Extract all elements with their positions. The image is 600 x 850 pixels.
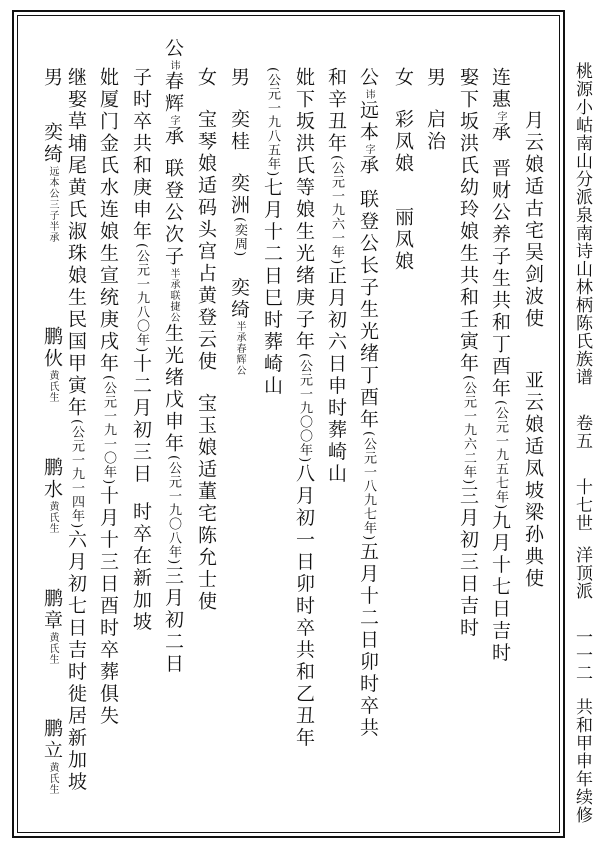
text-column-13: 子时卒共和庚申年(公元一九八〇年)十二月初三日时卒在新加坡 xyxy=(130,67,152,634)
text-column-17e: 鹏立黄氏生 xyxy=(41,718,63,795)
text-column-17: 奕绮远本公三子半承 xyxy=(41,122,63,243)
edition-label: 共和甲申年续修 xyxy=(572,698,592,824)
branch-label: 洋顶派 xyxy=(572,546,592,600)
generation-label: 十七世 xyxy=(572,478,592,532)
text-column-1: 月云娘适古宅吴剑波使亚云娘适凤坡梁孙典使 xyxy=(522,110,544,590)
text-column-2: 连惠字承晋财公养子生共和丁酉年(公元一九五七年)九月十七日吉时 xyxy=(489,67,511,665)
text-column-16: 男 xyxy=(41,67,63,89)
text-column-9: (公元一九八五年)七月十二日巳时葬崎山 xyxy=(261,67,283,398)
text-column-11: 女宝琴娘适码头宫占黄登云使宝玉娘适董宅陈允士使 xyxy=(195,67,217,613)
volume-label: 卷五 xyxy=(572,414,592,450)
side-header xyxy=(570,62,595,824)
text-column-4: 男启治 xyxy=(424,67,446,153)
text-column-14: 妣厦门金氏水连娘生宣统庚戌年(公元一九一〇年)十月十三日酉时卒葬俱失 xyxy=(97,67,119,728)
page-number: 一一二 xyxy=(572,628,592,682)
text-column-3: 娶下坂洪氏幼玲娘生共和壬寅年(公元一九六二年)三月初三日吉时 xyxy=(457,67,479,640)
text-column-17c: 鹏水黄氏生 xyxy=(41,457,63,534)
text-column-12: 公讳春辉字承联登公次子半承联捷公生光绪戊申年(公元一九〇八年)三月初二日 xyxy=(162,38,184,676)
text-column-8: 妣下坂洪氏等娘生光绪庚子年(公元一九〇〇年)八月初一日卯时卒共和乙丑年 xyxy=(293,67,315,750)
text-column-7: 和辛丑年(公元一九六一年)正月初六日申时葬崎山 xyxy=(325,67,347,486)
text-column-5: 女彩凤娘丽凤娘 xyxy=(392,67,414,273)
text-column-17b: 鹏伙黄氏生 xyxy=(41,326,63,403)
text-column-15: 继娶草埔尾黄氏淑珠娘生民国甲寅年(公元一九一四年)六月初七日吉时徙居新加坡 xyxy=(65,67,87,794)
text-column-10: 男奕桂奕洲(奕周)奕绮半承春辉公 xyxy=(228,67,250,377)
text-column-17d: 鹏章黄氏生 xyxy=(41,588,63,665)
text-column-6: 公讳远本字承联登公长子生光绪丁酉年(公元一八九七年)五月十二日卯时卒共 xyxy=(357,67,379,740)
book-title: 桃源小岵南山分派泉南诗山林柄陈氏族谱 xyxy=(572,62,592,386)
